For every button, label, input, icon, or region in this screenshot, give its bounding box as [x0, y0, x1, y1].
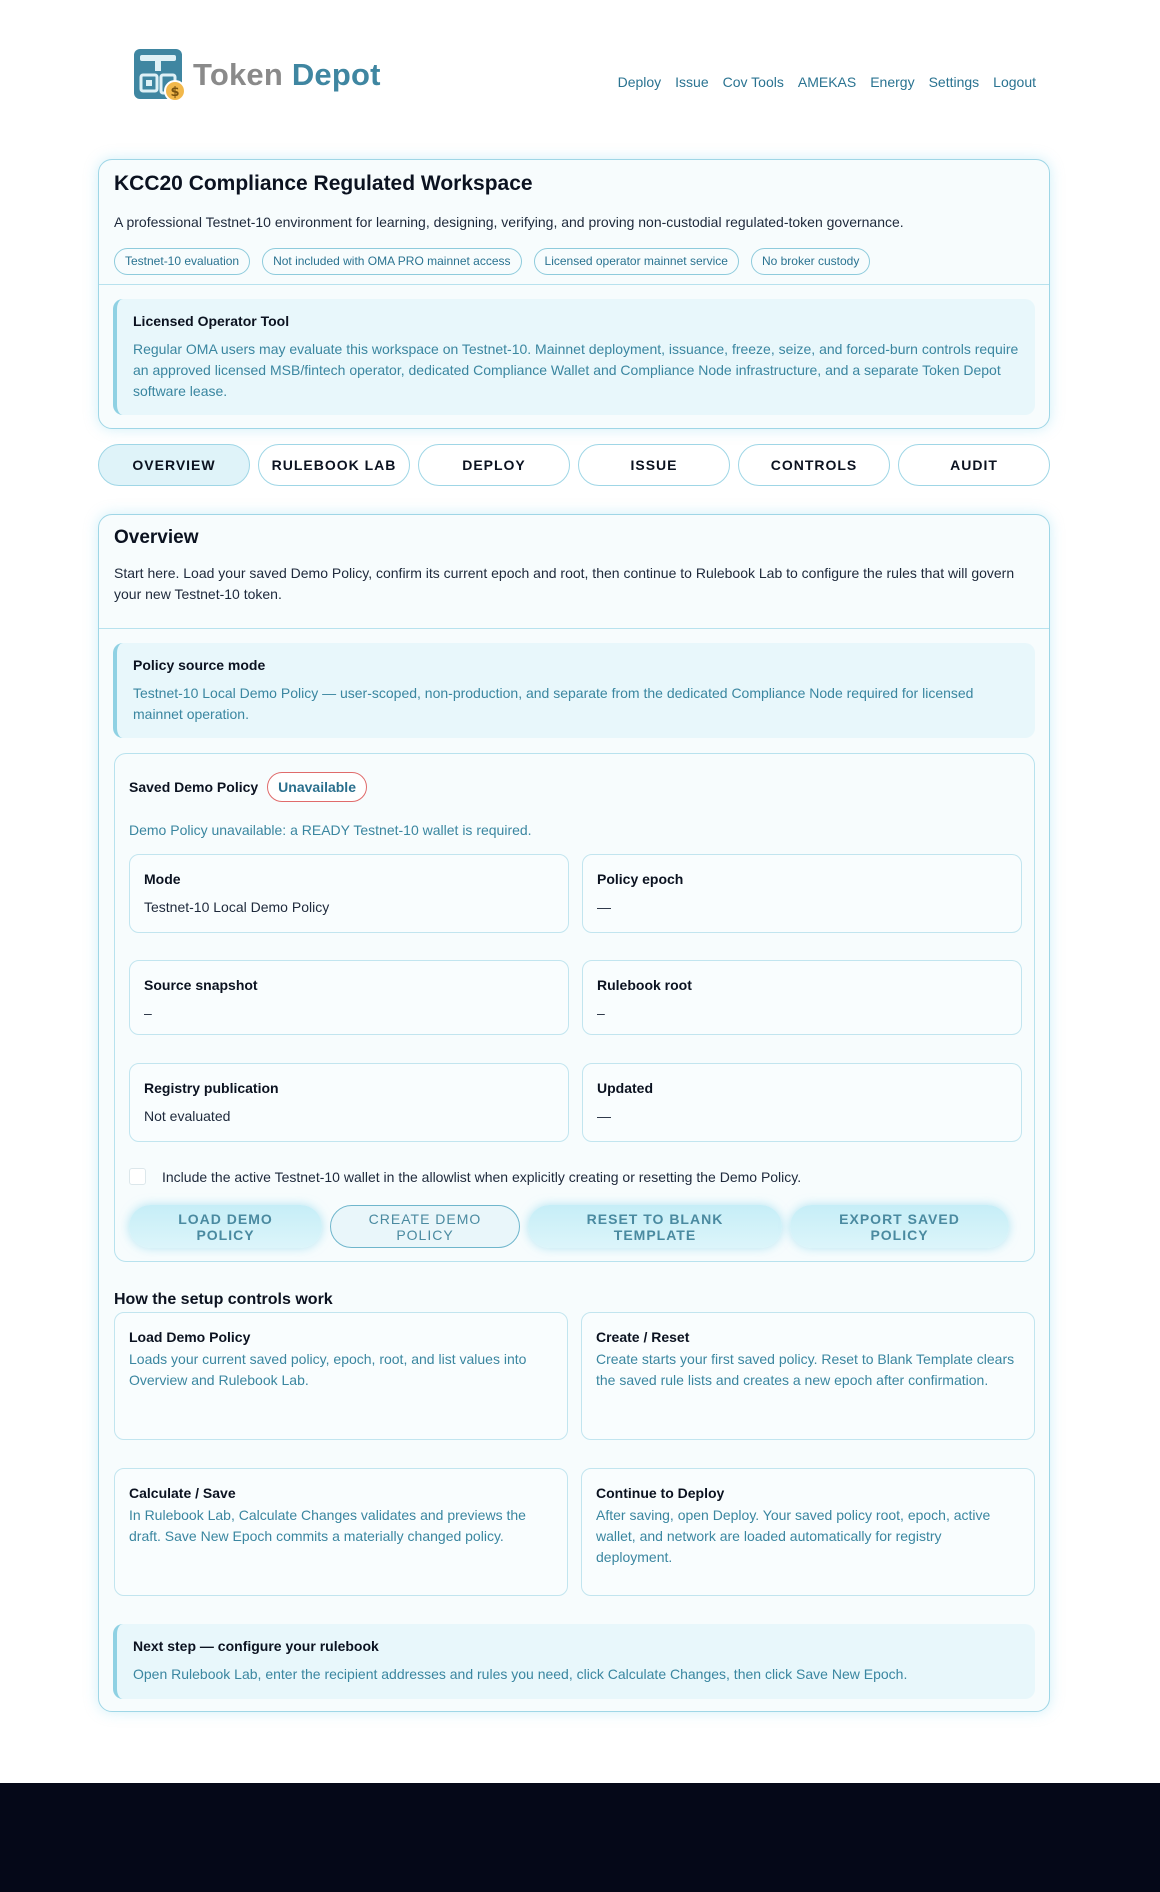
load-demo-policy-button[interactable]: LOAD DEMO POLICY	[129, 1205, 322, 1248]
tab-overview[interactable]: OVERVIEW	[98, 444, 250, 486]
how-card-body: Create starts your first saved policy. Reset to Blank Template clears the saved rule lists and creates a new epoch after confirmation.	[596, 1351, 1015, 1388]
brand-name	[193, 57, 381, 93]
overview-description: Start here. Load your saved Demo Policy, confirm its current epoch and root, then continue to Rulebook Lab to configure the rules that will govern your new Testnet-10 token.	[114, 565, 1015, 602]
field-value: Not evaluated	[144, 1108, 231, 1124]
how-card-continue-deploy	[581, 1468, 1035, 1596]
main-nav	[618, 74, 1036, 90]
field-value: Testnet-10 Local Demo Policy	[144, 899, 330, 915]
how-card-title: Calculate / Save	[129, 1485, 236, 1501]
field-value: —	[597, 899, 611, 915]
field-policy-epoch	[582, 854, 1022, 933]
brand-logo[interactable]	[133, 47, 381, 103]
how-card-calculate-save	[114, 1468, 568, 1596]
how-card-body: Loads your current saved policy, epoch, root, and list values into Overview and Rulebook Lab.	[129, 1351, 527, 1388]
pill-not-included-mainnet: Not included with OMA PRO mainnet access	[262, 248, 521, 275]
field-label: Source snapshot	[144, 977, 258, 993]
how-card-body: After saving, open Deploy. Your saved policy root, epoch, active wallet, and network are loaded automatically for registry deployment.	[596, 1507, 991, 1565]
field-source-snapshot	[129, 960, 569, 1035]
notice-body: Regular OMA users may evaluate this workspace on Testnet-10. Mainnet deployment, issuance, freeze, seize, and forced-burn controls require an approved licensed MSB/fintech operator, dedicated Compliance Wallet and Compliance Node infrastructure, and a separate Token Depot software lease.	[133, 341, 1019, 399]
tab-deploy[interactable]: DEPLOY	[418, 444, 570, 486]
pill-licensed-operator: Licensed operator mainnet service	[534, 248, 739, 275]
divider	[99, 284, 1049, 285]
pill-no-broker-custody: No broker custody	[751, 248, 870, 275]
how-card-title: Continue to Deploy	[596, 1485, 725, 1501]
field-rulebook-root	[582, 960, 1022, 1035]
header	[0, 0, 1160, 140]
overview-title: Overview	[114, 527, 199, 548]
allowlist-wallet-checkbox[interactable]	[129, 1168, 146, 1185]
field-label: Updated	[597, 1080, 653, 1096]
divider	[99, 628, 1049, 629]
token-depot-logo-icon	[133, 47, 187, 103]
pill-testnet-evaluation: Testnet-10 evaluation	[114, 248, 250, 275]
field-label: Mode	[144, 871, 181, 887]
field-label: Registry publication	[144, 1080, 279, 1096]
how-card-body: In Rulebook Lab, Calculate Changes validates and previews the draft. Save New Epoch commits a materially changed policy.	[129, 1507, 526, 1544]
source-mode-title: Policy source mode	[133, 657, 266, 673]
status-badge: Unavailable	[267, 772, 367, 802]
next-step-notice	[113, 1624, 1035, 1699]
allowlist-wallet-option[interactable]	[129, 1168, 801, 1185]
footer	[0, 1783, 1160, 1892]
field-registry-publication	[129, 1063, 569, 1142]
saved-policy-title: Saved Demo Policy	[129, 779, 259, 795]
field-value: –	[144, 1005, 152, 1021]
saved-policy-header	[129, 772, 367, 802]
saved-policy-message: Demo Policy unavailable: a READY Testnet-10 wallet is required.	[129, 822, 532, 838]
saved-demo-policy-panel	[114, 753, 1035, 1262]
reset-blank-template-button[interactable]: RESET TO BLANK TEMPLATE	[528, 1205, 782, 1248]
brand-name-part1: To	[193, 57, 229, 92]
workspace-pills	[114, 248, 870, 275]
export-saved-policy-button[interactable]: EXPORT SAVED POLICY	[790, 1205, 1009, 1248]
next-step-body: Open Rulebook Lab, enter the recipient addresses and rules you need, click Calculate Changes, then click Save New Epoch.	[133, 1666, 908, 1682]
notice-title: Licensed Operator Tool	[133, 313, 290, 329]
field-updated	[582, 1063, 1022, 1142]
workspace-tabs	[98, 444, 1050, 486]
nav-energy[interactable]: Energy	[870, 74, 915, 90]
how-card-create-reset	[581, 1312, 1035, 1440]
brand-name-part2: ken	[228, 57, 284, 92]
page-title: KCC20 Compliance Regulated Workspace	[114, 172, 533, 195]
how-card-title: Create / Reset	[596, 1329, 690, 1345]
tab-rulebook-lab[interactable]: RULEBOOK LAB	[258, 444, 410, 486]
nav-cov-tools[interactable]: Cov Tools	[722, 74, 784, 90]
tab-issue[interactable]: ISSUE	[578, 444, 730, 486]
policy-actions	[129, 1205, 1009, 1248]
field-mode	[129, 854, 569, 933]
nav-settings[interactable]: Settings	[928, 74, 980, 90]
next-step-title: Next step — configure your rulebook	[133, 1638, 379, 1654]
policy-source-mode-notice	[113, 643, 1035, 738]
allowlist-wallet-label: Include the active Testnet-10 wallet in the allowlist when explicitly creating or resetting the Demo Policy.	[162, 1168, 802, 1185]
nav-deploy[interactable]: Deploy	[617, 74, 662, 90]
how-it-works-title: How the setup controls work	[114, 1291, 333, 1308]
create-demo-policy-button[interactable]: CREATE DEMO POLICY	[330, 1205, 520, 1248]
svg-text:$: $	[170, 85, 180, 100]
licensed-operator-notice	[113, 299, 1035, 415]
nav-amekas[interactable]: AMEKAS	[797, 74, 857, 90]
field-label: Rulebook root	[597, 977, 692, 993]
field-value: –	[597, 1005, 605, 1021]
nav-issue[interactable]: Issue	[675, 74, 709, 90]
brand-name-part3: Depot	[291, 57, 381, 92]
page-description: A professional Testnet-10 environment for learning, designing, verifying, and proving non-custodial regulated-token governance.	[114, 214, 904, 230]
workspace-hero-card	[98, 159, 1050, 429]
how-card-load	[114, 1312, 568, 1440]
overview-panel	[98, 514, 1050, 1712]
field-label: Policy epoch	[597, 871, 684, 887]
nav-logout[interactable]: Logout	[993, 74, 1036, 90]
tab-audit[interactable]: AUDIT	[898, 444, 1050, 486]
field-value: —	[597, 1108, 611, 1124]
source-mode-body: Testnet-10 Local Demo Policy — user-scoped, non-production, and separate from the dedicated Compliance Node required for licensed mainnet operation.	[133, 685, 974, 722]
how-card-title: Load Demo Policy	[129, 1329, 251, 1345]
tab-controls[interactable]: CONTROLS	[738, 444, 890, 486]
